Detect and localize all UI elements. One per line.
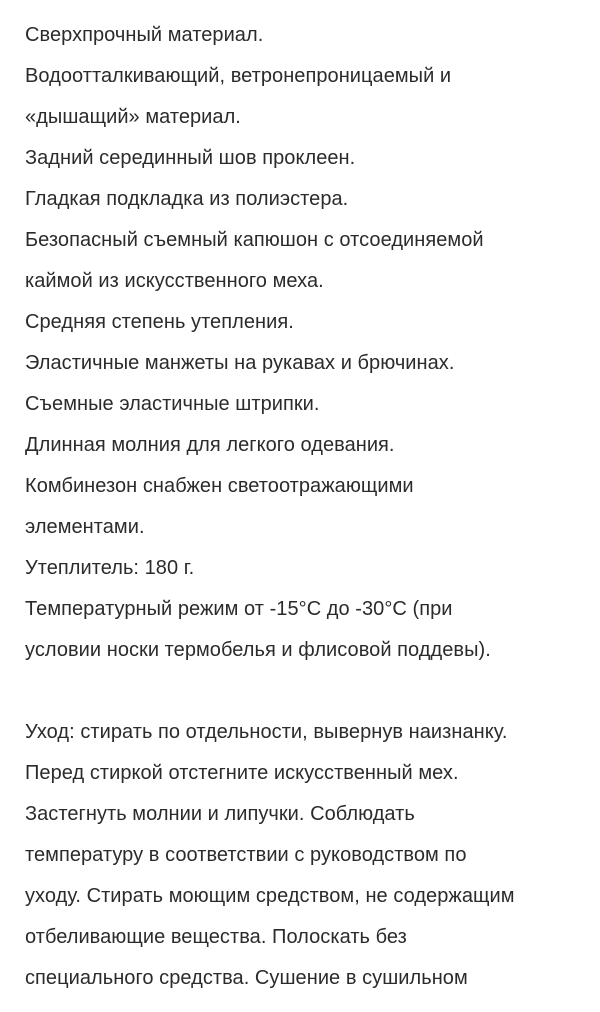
feature-line: Утеплитель: 180 г.	[25, 557, 195, 579]
feature-item	[25, 343, 585, 384]
feature-item	[25, 179, 585, 220]
feature-line: условии носки термобелья и флисовой поддевы).	[25, 639, 491, 661]
feature-line: Температурный режим от -15°C до -30°C (при	[25, 598, 453, 620]
care-line: Уход: стирать по отдельности, вывернув наизнанку.	[25, 721, 508, 743]
feature-line: Безопасный съемный капюшон с отсоединяемой	[25, 229, 484, 251]
feature-item	[25, 466, 585, 548]
feature-line: Задний серединный шов проклеен.	[25, 147, 356, 169]
feature-line: Длинная молния для легкого одевания.	[25, 434, 395, 456]
feature-item	[25, 138, 585, 179]
feature-item	[25, 15, 585, 56]
feature-line: Средняя степень утепления.	[25, 311, 294, 333]
feature-line: Гладкая подкладка из полиэстера.	[25, 188, 349, 210]
feature-line: Эластичные манжеты на рукавах и брючинах.	[25, 352, 455, 374]
feature-line: Сверхпрочный материал.	[25, 24, 264, 46]
feature-line: Водоотталкивающий, ветронепроницаемый и	[25, 65, 452, 87]
feature-item	[25, 56, 585, 138]
care-line: Застегнуть молнии и липучки. Соблюдать	[25, 803, 415, 825]
care-line: отбеливающие вещества. Полоскать без	[25, 926, 407, 948]
product-description	[25, 15, 585, 999]
care-line: уходу. Стирать моющим средством, не содержащим	[25, 885, 515, 907]
paragraph-spacer	[25, 671, 585, 712]
feature-item	[25, 548, 585, 589]
feature-item	[25, 220, 585, 302]
feature-item	[25, 384, 585, 425]
feature-list	[25, 15, 585, 671]
feature-item	[25, 425, 585, 466]
feature-line: Комбинезон снабжен светоотражающими	[25, 475, 414, 497]
care-line: специального средства. Сушение в сушильном	[25, 967, 468, 989]
care-line: Перед стиркой отстегните искусственный мех.	[25, 762, 459, 784]
feature-line: «дышащий» материал.	[25, 106, 241, 128]
feature-line: элементами.	[25, 516, 145, 538]
feature-item	[25, 302, 585, 343]
feature-line: Съемные эластичные штрипки.	[25, 393, 320, 415]
care-line: температуру в соответствии с руководством по	[25, 844, 467, 866]
feature-item	[25, 589, 585, 671]
feature-line: каймой из искусственного меха.	[25, 270, 324, 292]
care-instructions	[25, 712, 585, 999]
